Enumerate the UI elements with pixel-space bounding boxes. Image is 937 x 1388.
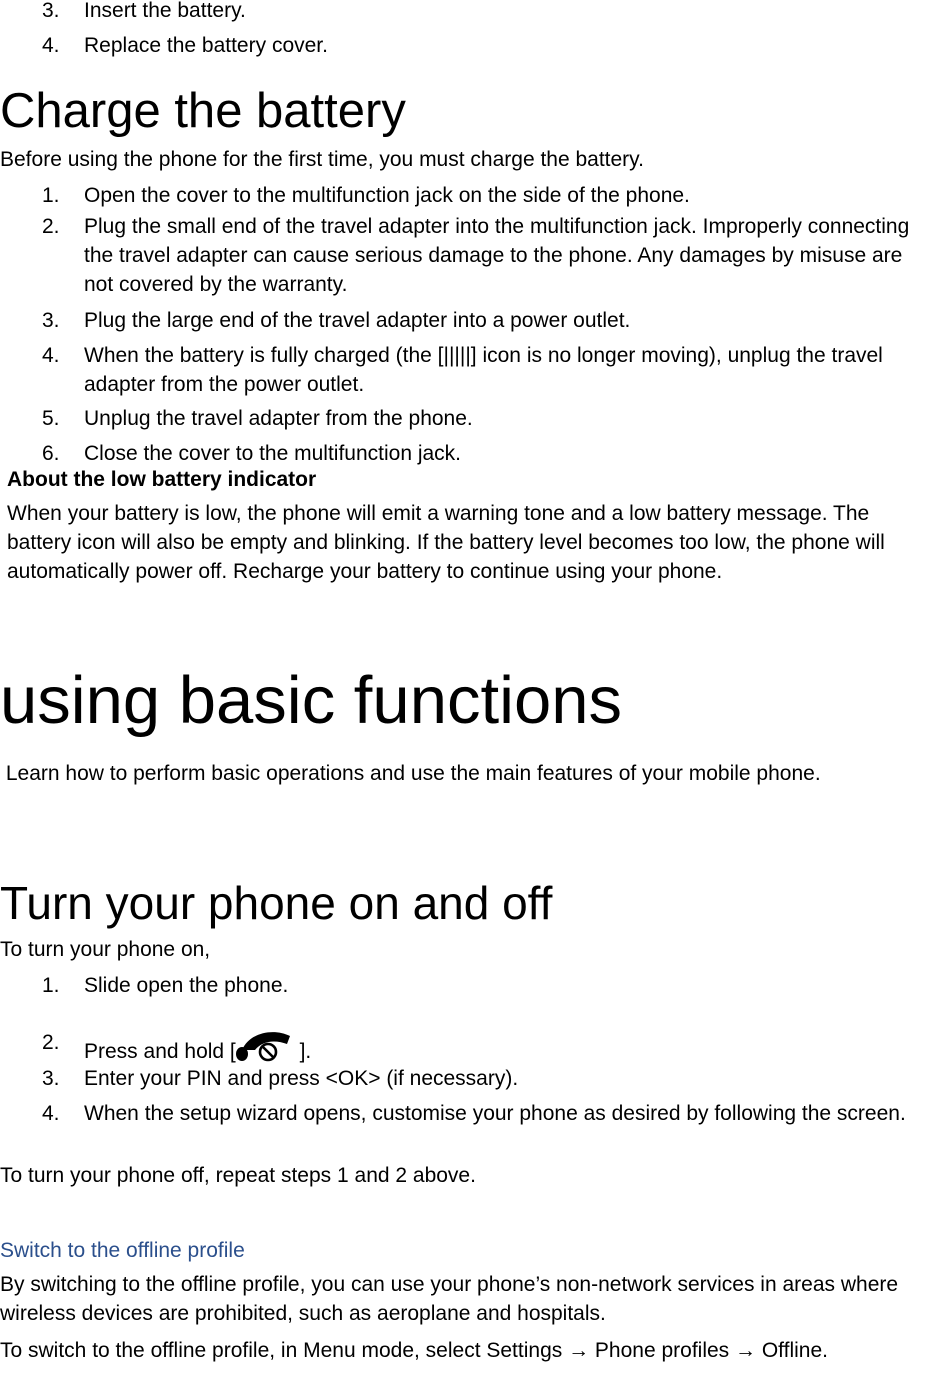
list-item: 4. When the battery is fully charged (the [|||||] icon is no longer moving), unplug the travel adapter from the power outlet. [42,344,883,396]
list-item: 3. Insert the battery. [42,0,246,22]
list-item: 1. Slide open the phone. [42,974,289,997]
list-item: 2. Plug the small end of the travel adapter into the multifunction jack. Improperly connecting the travel adapter can cause serious damage to the phone. Any damages by misuse are not covered by the warranty. [42,215,910,296]
low-battery-body: When your battery is low, the phone will emit a warning tone and a low battery message. The battery icon will also be empty and blinking. If the battery level becomes too low, the phone will automatically power off. Recharge your battery to continue using your phone. [7,502,885,583]
top-steps [0,0,937,60]
charge-heading: Charge the battery [0,84,406,138]
offline-body-2: To switch to the offline profile, in Menu mode, select Settings → Phone profiles → Offline. [0,1339,828,1362]
power-steps [0,971,937,1128]
list-item: 4. Replace the battery cover. [42,34,328,57]
power-heading: Turn your phone on and off [0,877,553,929]
power-outro: To turn your phone off, repeat steps 1 and 2 above. [0,1164,476,1187]
chapter-intro: Learn how to perform basic operations and use the main features of your mobile phone. [0,762,821,785]
low-battery-heading: About the low battery indicator [7,468,317,491]
charge-steps [0,181,937,468]
chapter-title: using basic functions [0,663,622,738]
list-item: 1. Open the cover to the multifunction jack on the side of the phone. [42,184,690,207]
offline-body-1: By switching to the offline profile, you can use your phone’s non-network services in areas where wireless devices are prohibited, such as aeroplane and hospitals. [0,1273,899,1325]
charge-intro: Before using the phone for the first time, you must charge the battery. [0,148,644,171]
list-item: 6. Close the cover to the multifunction jack. [42,442,462,465]
list-item: 3. Plug the large end of the travel adapter into a power outlet. [42,309,631,332]
end-power-key-icon [236,1028,294,1064]
list-item: 4. When the setup wizard opens, customise your phone as desired by following the screen. [42,1102,906,1125]
power-intro: To turn your phone on, [0,938,211,961]
list-item: 5. Unplug the travel adapter from the phone. [42,407,473,430]
list-item: 2. Press and hold [ ]. [0,1028,937,1064]
offline-heading: Switch to the offline profile [0,1239,245,1262]
list-item: 3. Enter your PIN and press <OK> (if necessary). [42,1067,519,1090]
